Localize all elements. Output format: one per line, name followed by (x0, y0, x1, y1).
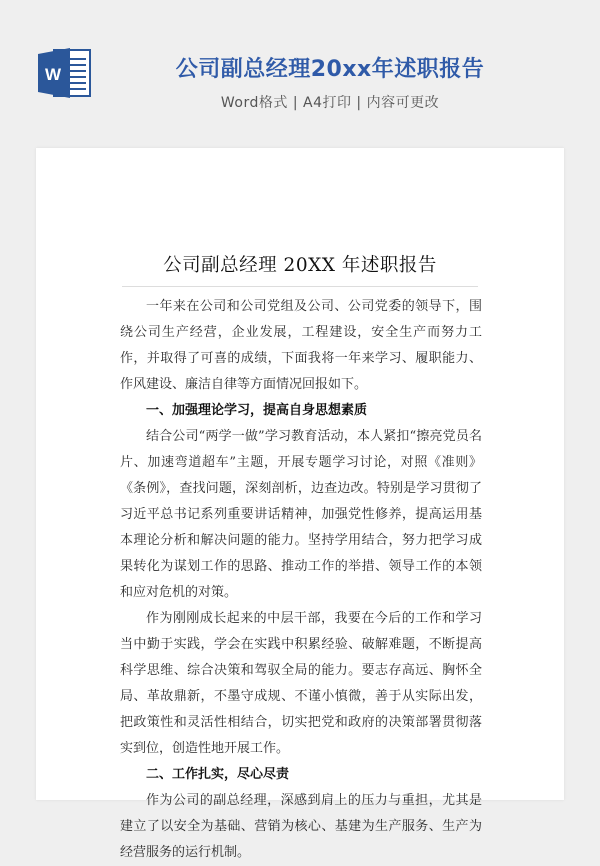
banner-subtitle: Word格式 | A4打印 | 内容可更改 (220, 95, 440, 111)
document-body (120, 294, 482, 866)
banner-title: 公司副总经理20xx年述职报告 (175, 57, 485, 82)
word-logo-letter: W (44, 65, 62, 84)
word-document-icon (36, 46, 92, 100)
body-paragraph: 作为刚刚成长起来的中层干部，我要在今后的工作和学习当中勤于实践，学会在实践中积累经验、破解难题，不断提高科学思维、综合决策和驾驭全局的能力。要志存高远、胸怀全局、革故鼎新，不墨守成规、不谨小慎微，善于从实际出发，把政策性和灵活性相结合，切实把党和政府的决策部署贯彻落实到位，创造性地开展工作。 (120, 611, 482, 756)
header-banner (0, 0, 600, 148)
body-paragraph: 一年来在公司和公司党组及公司、公司党委的领导下，围绕公司生产经营，企业发展，工程建设，安全生产而努力工作，并取得了可喜的成绩，下面我将一年来学习、履职能力、作风建设、廉洁自律等方面情况回报如下。 (120, 299, 482, 392)
body-paragraph: 结合公司“两学一做”学习教育活动，本人紧扣“擦亮党员名片、加速弯道超车”主题，开展专题学习讨论，对照《准则》《条例》，查找问题，深刻剖析，边查边改。特别是学习贯彻了习近平总书记系列重要讲话精神，加强党性修养，提高运用基本理论分析和解决问题的能力。坚持学用结合，努力把学习成果转化为谋划工作的思路、推动工作的举措、领导工作的本领和应对危机的对策。 (120, 429, 482, 600)
section-heading: 二、工作扎实，尽心尽责 (146, 767, 290, 782)
document-page (36, 148, 564, 860)
title-divider (122, 286, 478, 287)
document-title: 公司副总经理 20XX 年述职报告 (163, 255, 437, 276)
body-paragraph: 作为公司的副总经理，深感到肩上的压力与重担，尤其是建立了以安全为基础、营销为核心、基建为生产服务、生产为经营服务的运行机制。 (120, 793, 482, 860)
section-heading: 一、加强理论学习，提高自身思想素质 (146, 403, 368, 418)
